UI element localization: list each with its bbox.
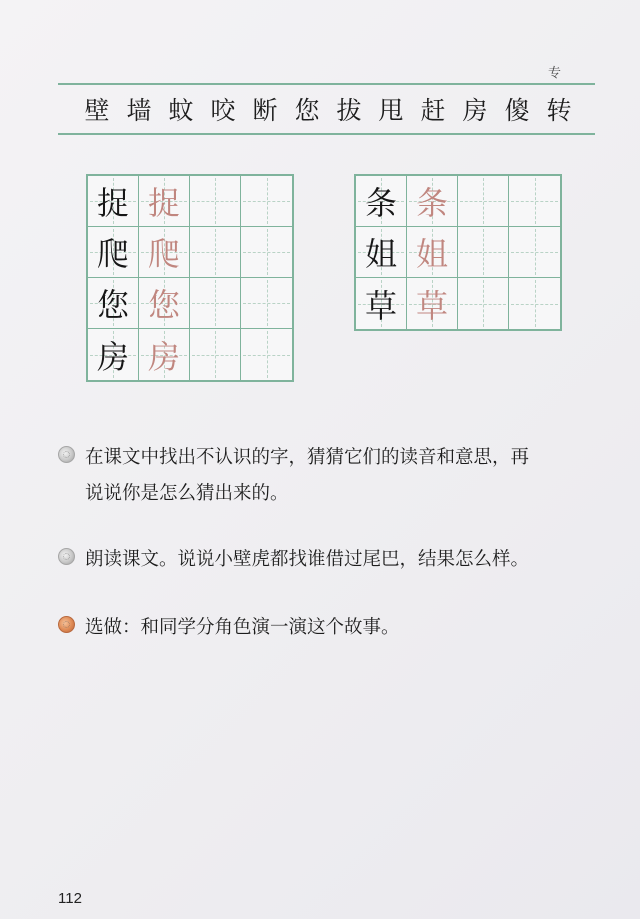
grid-row — [88, 176, 292, 227]
task-item — [58, 610, 605, 646]
grid-cell — [139, 278, 190, 329]
task-text-line: 说说你是怎么猜出来的。 — [85, 483, 289, 504]
trace-character: 姐 — [415, 235, 448, 273]
trace-character: 条 — [415, 184, 448, 222]
header-character: 断 — [252, 96, 278, 125]
header-character: 赶 — [420, 96, 446, 125]
empty-practice-cell[interactable] — [458, 278, 509, 329]
empty-practice-cell[interactable] — [241, 176, 292, 227]
grid-row — [88, 278, 292, 329]
grid-cell — [88, 278, 139, 329]
grid-cell — [407, 278, 458, 329]
task-text-line: 在课文中找出不认识的字，猜猜它们的读音和意思，再 — [85, 447, 530, 468]
empty-practice-cell[interactable] — [509, 278, 560, 329]
grid-cell — [407, 176, 458, 227]
empty-practice-cell[interactable] — [458, 227, 509, 278]
empty-practice-cell[interactable] — [241, 227, 292, 278]
grid-cell — [139, 329, 190, 380]
task-text — [85, 440, 605, 512]
header-character: 您 — [294, 96, 320, 125]
empty-practice-cell[interactable] — [190, 176, 241, 227]
grid-row — [88, 329, 292, 380]
grid-cell — [356, 278, 407, 329]
orange-circle-icon — [58, 616, 75, 633]
empty-practice-cell[interactable] — [458, 176, 509, 227]
model-character: 您 — [96, 286, 129, 324]
grid-row — [356, 278, 560, 329]
grid-row — [356, 227, 560, 278]
task-text-line: 选做：和同学分角色演一演这个故事。 — [85, 617, 400, 638]
page-number: 112 — [58, 890, 82, 907]
grid-cell — [88, 329, 139, 380]
trace-character: 房 — [147, 337, 180, 376]
model-character: 姐 — [364, 235, 397, 273]
model-character: 捉 — [96, 184, 129, 222]
grid-cell — [88, 176, 139, 227]
trace-character: 爬 — [147, 235, 180, 273]
grid-row — [88, 227, 292, 278]
header-character: 拔 — [336, 96, 362, 125]
trace-character: 捉 — [147, 184, 180, 222]
grey-circle-icon — [58, 548, 75, 565]
grid-cell — [407, 227, 458, 278]
grid-cell — [139, 176, 190, 227]
header-character: 傻 — [504, 96, 530, 125]
empty-practice-cell[interactable] — [241, 329, 292, 380]
header-character: 转 — [546, 96, 572, 125]
task-text-line: 朗读课文。说说小壁虎都找谁借过尾巴，结果怎么样。 — [85, 549, 530, 570]
model-character: 条 — [364, 184, 397, 222]
grid-cell — [356, 176, 407, 227]
empty-practice-cell[interactable] — [509, 176, 560, 227]
empty-practice-cell[interactable] — [190, 227, 241, 278]
grey-circle-icon — [58, 446, 75, 463]
header-character: 壁 — [84, 96, 110, 125]
writing-grid-right — [354, 174, 562, 331]
corner-mark: 专 — [548, 66, 562, 81]
task-item — [58, 542, 605, 578]
header-bottom-rule — [58, 133, 595, 135]
empty-practice-cell[interactable] — [190, 278, 241, 329]
header-top-rule — [58, 83, 595, 85]
task-text — [85, 610, 605, 646]
header-character: 墙 — [126, 96, 152, 125]
writing-grid-left — [86, 174, 294, 382]
task-text — [85, 542, 605, 578]
new-characters-strip — [58, 89, 595, 129]
trace-character: 您 — [147, 286, 180, 324]
task-item — [58, 440, 605, 512]
header-character: 房 — [462, 96, 488, 125]
model-character: 草 — [364, 286, 397, 325]
header-character: 甩 — [378, 96, 404, 125]
header-character: 咬 — [210, 96, 236, 125]
empty-practice-cell[interactable] — [190, 329, 241, 380]
header-character: 蚊 — [168, 96, 194, 125]
empty-practice-cell[interactable] — [241, 278, 292, 329]
trace-character: 草 — [415, 286, 448, 325]
grid-cell — [139, 227, 190, 278]
grid-row — [356, 176, 560, 227]
empty-practice-cell[interactable] — [509, 227, 560, 278]
model-character: 爬 — [96, 235, 129, 273]
grid-cell — [356, 227, 407, 278]
grid-cell — [88, 227, 139, 278]
model-character: 房 — [96, 337, 129, 376]
